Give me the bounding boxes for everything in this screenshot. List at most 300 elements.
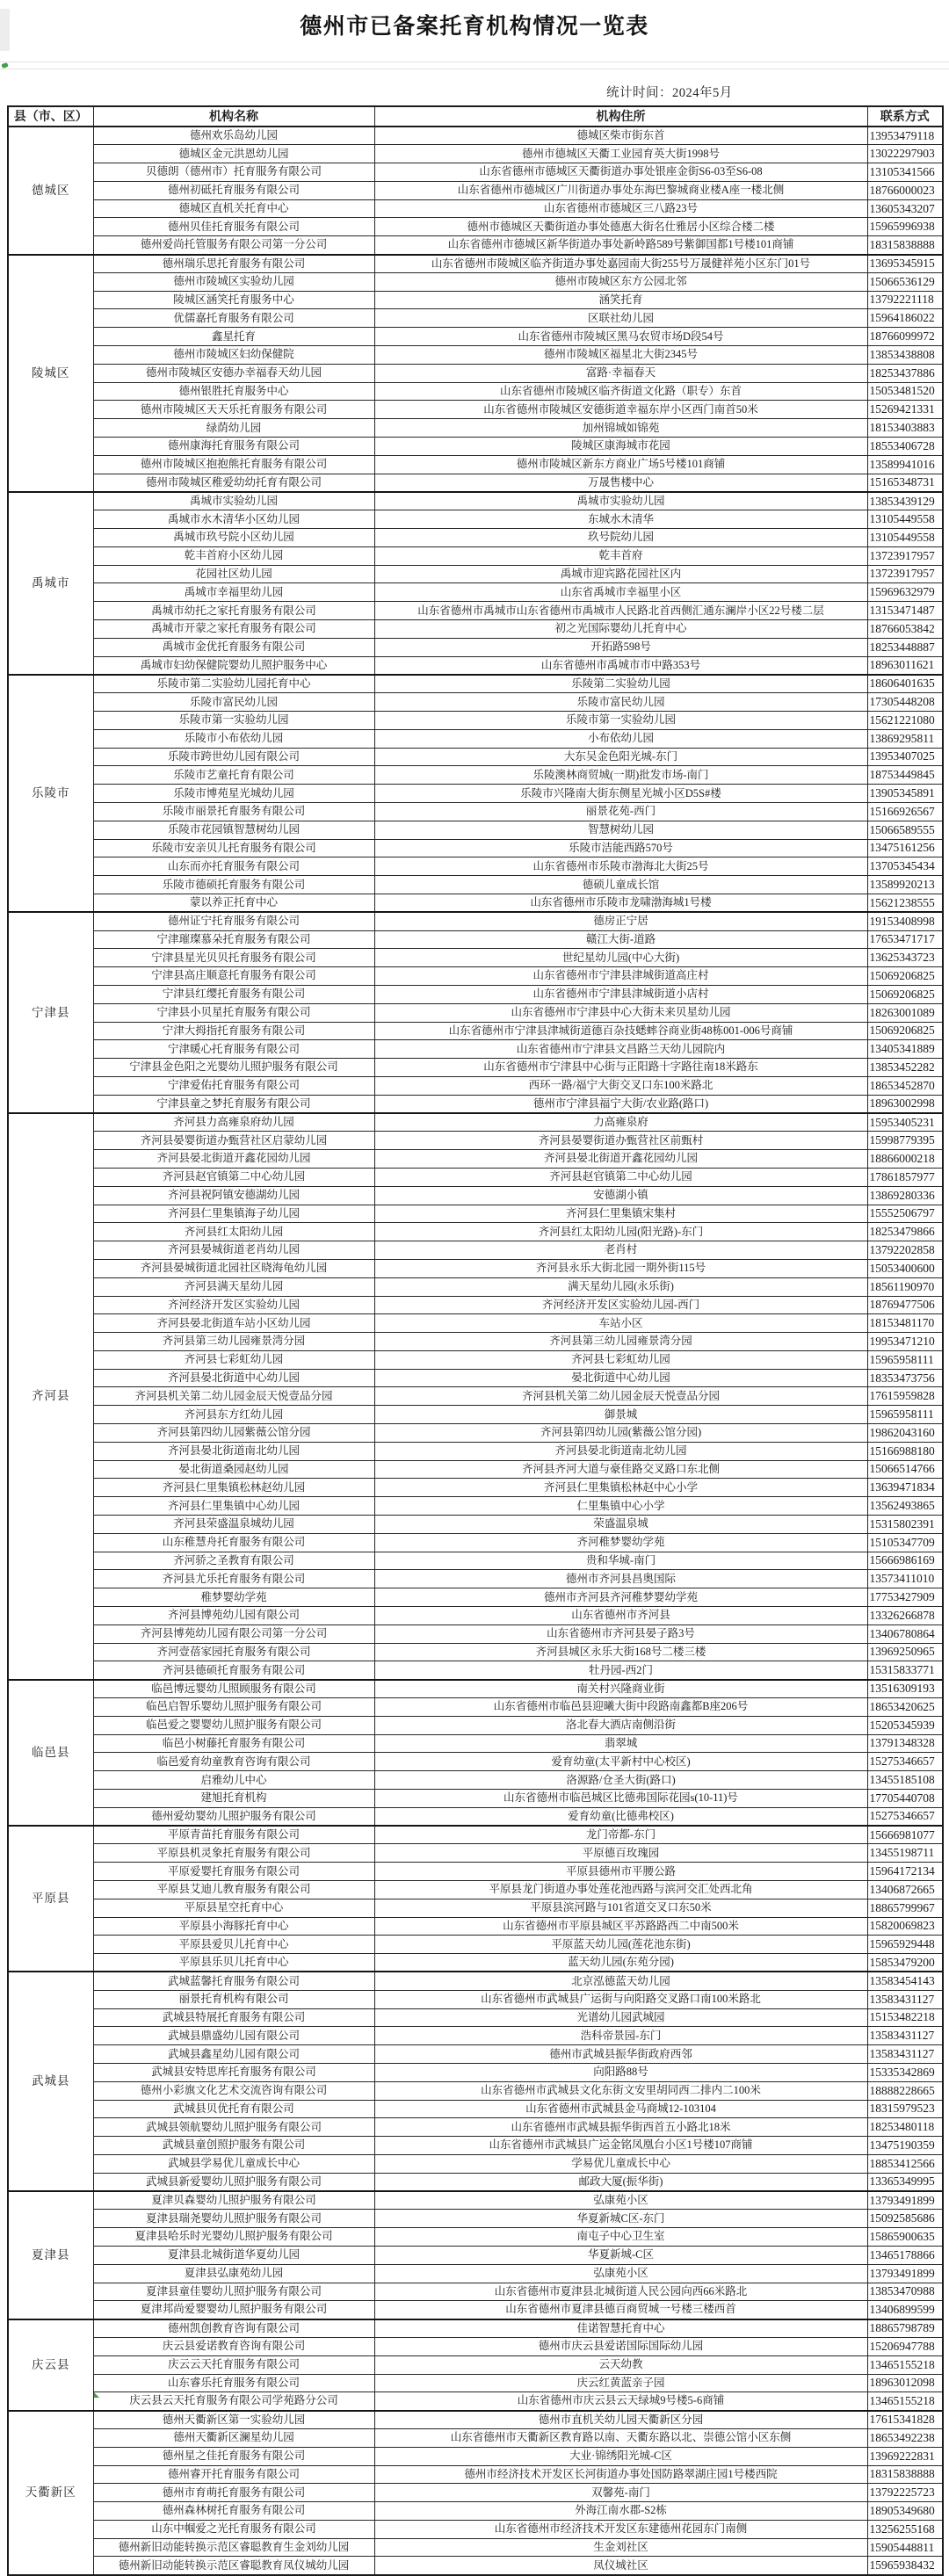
phone-cell: 15552506797: [867, 1205, 943, 1223]
org-name-cell: 宁津县金色阳之光婴幼儿照护服务有限公司: [93, 1059, 374, 1077]
phone-cell: 13465155218: [867, 2355, 943, 2374]
address-cell: 平原县滨河路与101省道交叉口东50米: [374, 1899, 867, 1917]
table-row: [8, 236, 943, 255]
org-name-cell: 夏津县童佳婴幼儿照护服务有限公司: [93, 2283, 374, 2301]
phone-cell: 19862043160: [867, 1424, 943, 1443]
org-name-cell: 德州新旧动能转换示范区睿聪教育生金刘幼儿园: [93, 2538, 374, 2557]
org-name-cell: 齐河县第三幼儿园雍景湾分园: [93, 1333, 374, 1351]
address-cell: 乐陵第二实验幼儿园: [374, 675, 867, 693]
org-name-cell: 齐河县尤乐托育服务有限公司: [93, 1570, 374, 1588]
address-cell: 德州市宁津县福宁大街/农业路(路口): [374, 1095, 867, 1113]
phone-cell: 17653471717: [867, 930, 943, 949]
phone-cell: 18963012098: [867, 2374, 943, 2392]
address-cell: 荣盛温泉城: [374, 1516, 867, 1534]
phone-cell: 13465178866: [867, 2246, 943, 2264]
org-name-cell: 武城县领航婴幼儿照护服务有限公司: [93, 2118, 374, 2137]
address-cell: 齐河县晏北街道南北幼儿园: [374, 1442, 867, 1460]
table-row: [8, 2191, 943, 2210]
org-name-cell: 优儒嘉托育服务有限公司: [93, 309, 374, 328]
phone-cell: 13723917957: [867, 565, 943, 583]
table-row: [8, 1734, 943, 1753]
table-row: [8, 1223, 943, 1241]
table-row: [8, 218, 943, 236]
address-cell: 齐河县仁里集镇松林赵中心小学: [374, 1479, 867, 1497]
table-row: [8, 546, 943, 565]
org-name-cell: 德州贝佳托育服务有限公司: [93, 218, 374, 236]
phone-cell: 15953405231: [867, 1113, 943, 1132]
phone-cell: 13589920213: [867, 876, 943, 894]
org-name-cell: 平原县爱贝儿托育中心: [93, 1936, 374, 1954]
phone-cell: 15053400600: [867, 1259, 943, 1277]
address-cell: 蓝天幼儿园(东苑分园): [374, 1954, 867, 1972]
table-row: [8, 1442, 943, 1460]
phone-cell: 18766053842: [867, 620, 943, 639]
table-row: [8, 2502, 943, 2521]
phone-cell: 18866000218: [867, 1150, 943, 1169]
address-cell: 山东省德州市齐河县: [374, 1607, 867, 1625]
org-name-cell: 山东睿乐托育服务有限公司: [93, 2374, 374, 2392]
address-cell: 外海江南水郡-S2栋: [374, 2502, 867, 2521]
phone-cell: 15666986169: [867, 1552, 943, 1570]
table-row: [8, 2173, 943, 2191]
org-name-cell: 宁津大拇指托育服务有限公司: [93, 1022, 374, 1040]
address-cell: 小布依幼儿园: [374, 729, 867, 748]
address-cell: 富路·幸福春天: [374, 364, 867, 382]
org-name-cell: 德州星之佳托育服务有限公司: [93, 2447, 374, 2465]
table-row: [8, 1022, 943, 1040]
phone-cell: 18905349680: [867, 2502, 943, 2521]
table-row: [8, 1826, 943, 1844]
org-name-cell: 禹城市开蒙之家托育服务有限公司: [93, 620, 374, 639]
table-row: [8, 656, 943, 675]
org-name-cell: 丽景托育机构有限公司: [93, 1990, 374, 2008]
address-cell: 山东省德州市经济技术开发区东建德州花园东门南侧: [374, 2520, 867, 2538]
phone-cell: 18315979523: [867, 2100, 943, 2118]
org-name-cell: 乐陵市安亲贝儿托育服务有限公司: [93, 839, 374, 857]
phone-cell: 15315833771: [867, 1661, 943, 1680]
org-name-cell: 齐河县机关第二幼儿园金辰天悦壹品分园: [93, 1387, 374, 1406]
table-row: [8, 1150, 943, 1169]
district-cell: 宁津县: [8, 912, 93, 1113]
org-name-cell: 花园社区幼儿园: [93, 565, 374, 583]
phone-cell: 18865798789: [867, 2319, 943, 2338]
table-row: [8, 1387, 943, 1406]
phone-cell: 15066514766: [867, 1460, 943, 1479]
address-cell: 山东省德州市武城县广运金铭凤凰台小区1号楼107商铺: [374, 2137, 867, 2155]
address-cell: 世纪星幼儿园(中心大街): [374, 949, 867, 967]
org-name-cell: 德州新旧动能转换示范区睿聪教育凤仪城幼儿园: [93, 2557, 374, 2575]
address-cell: 佳诺智慧托育中心: [374, 2319, 867, 2338]
org-name-cell: 乐陵市富民幼儿园: [93, 693, 374, 712]
table-row: [8, 419, 943, 438]
address-cell: 齐河县晏婴街道办甄营社区前甄村: [374, 1132, 867, 1150]
table-row: [8, 2392, 943, 2411]
phone-cell: 18263001089: [867, 1003, 943, 1022]
address-cell: 德城区柴市街东首: [374, 127, 867, 145]
org-name-cell: 德州市陵城区天天乐托育服务有限公司: [93, 401, 374, 419]
phone-cell: 18553406728: [867, 438, 943, 456]
table-row: [8, 1753, 943, 1771]
district-cell: 夏津县: [8, 2191, 93, 2319]
phone-cell: 18606401635: [867, 675, 943, 693]
address-cell: 邮政大厦(振华街): [374, 2173, 867, 2191]
address-cell: 华夏新城-C区: [374, 2246, 867, 2264]
address-cell: 开拓路598号: [374, 638, 867, 656]
address-cell: 山东省德州市武城县广运街与向阳路交叉路口南100米路北: [374, 1990, 867, 2008]
phone-cell: 18653420625: [867, 1698, 943, 1717]
org-name-cell: 德州欢乐岛幼儿园: [93, 127, 374, 145]
phone-cell: 15069206825: [867, 985, 943, 1003]
address-cell: 陵城区康海城市花园: [374, 438, 867, 456]
org-name-cell: 德城区金元洪恩幼儿园: [93, 145, 374, 163]
org-name-cell: 齐河县晏城街道北园社区晓海龟幼儿园: [93, 1259, 374, 1277]
org-name-cell: 德州睿开托育服务有限公司: [93, 2465, 374, 2484]
table-row: [8, 729, 943, 748]
org-name-cell: 齐河县祝阿镇安德湖幼儿园: [93, 1186, 374, 1205]
phone-cell: 13105341566: [867, 163, 943, 182]
org-name-cell: 德州市育萌托育服务有限公司: [93, 2484, 374, 2502]
phone-cell: 15853479200: [867, 1954, 943, 1972]
phone-cell: 13589941016: [867, 455, 943, 474]
address-cell: 西环一路/福宁大街交叉口东100米路北: [374, 1076, 867, 1095]
org-name-cell: 蒙以养正托育中心: [93, 894, 374, 912]
table-row: [8, 985, 943, 1003]
phone-cell: 13792202858: [867, 1241, 943, 1260]
org-name-cell: 武城县学易优儿童成长中心: [93, 2154, 374, 2173]
phone-cell: 18753449845: [867, 766, 943, 785]
address-cell: 齐河县机关第二幼儿园金辰天悦壹品分园: [374, 1387, 867, 1406]
address-cell: 齐河县城区永乐大街168号二楼三楼: [374, 1643, 867, 1661]
phone-cell: 15205345939: [867, 1716, 943, 1734]
phone-cell: 15965938432: [867, 2557, 943, 2575]
table-row: [8, 1771, 943, 1790]
org-name-cell: 贝德朗（德州市）托育服务有限公司: [93, 163, 374, 182]
phone-cell: 18963002998: [867, 1095, 943, 1113]
table-row: [8, 1424, 943, 1443]
table-row: [8, 1497, 943, 1516]
table-row: [8, 438, 943, 456]
org-name-cell: 武城县鼎盛幼儿园有限公司: [93, 2027, 374, 2045]
table-row: [8, 2027, 943, 2045]
col-header-address: 机构住所: [374, 106, 867, 127]
address-cell: 御景城: [374, 1406, 867, 1424]
col-header-phone: 联系方式: [867, 106, 943, 127]
phone-cell: 13573411010: [867, 1570, 943, 1588]
table-row: [8, 930, 943, 949]
phone-cell: 13153471487: [867, 602, 943, 620]
phone-cell: 15166988180: [867, 1442, 943, 1460]
table-row: [8, 949, 943, 967]
table-row: [8, 1790, 943, 1808]
org-name-cell: 平原县艾迪儿教育服务有限公司: [93, 1881, 374, 1899]
org-name-cell: 乐陵市德硕托育服务有限公司: [93, 876, 374, 894]
org-name-cell: 宁津县星光贝贝托育服务有限公司: [93, 949, 374, 967]
org-name-cell: 平原县小海豚托育中心: [93, 1917, 374, 1936]
table-row: [8, 309, 943, 328]
table-row: [8, 967, 943, 986]
phone-cell: 13791348328: [867, 1734, 943, 1753]
table-row: [8, 857, 943, 876]
org-name-cell: 齐河县东方红幼儿园: [93, 1406, 374, 1424]
phone-cell: 13365349995: [867, 2173, 943, 2191]
address-cell: 山东省德州市庆云县云天绿城9号楼5-6商铺: [374, 2392, 867, 2411]
district-cell: 天衢新区: [8, 2411, 93, 2575]
org-name-cell: 齐河县红太阳幼儿园: [93, 1223, 374, 1241]
phone-cell: 13562493865: [867, 1497, 943, 1516]
address-cell: 德房正宁居: [374, 912, 867, 930]
phone-cell: 15069206825: [867, 1022, 943, 1040]
org-name-cell: 临邑启智乐婴幼儿照护服务有限公司: [93, 1698, 374, 1717]
table-row: [8, 2264, 943, 2283]
org-name-cell: 山东中帼爱之光托育服务有限公司: [93, 2520, 374, 2538]
table-row: [8, 1881, 943, 1899]
address-cell: 山东省德州市宁津县津城街道小店村: [374, 985, 867, 1003]
address-cell: 车站小区: [374, 1314, 867, 1333]
phone-cell: 13583454143: [867, 1972, 943, 1990]
address-cell: 智慧树幼儿园: [374, 821, 867, 839]
org-name-cell: 庆云云天托育服务有限公司: [93, 2355, 374, 2374]
phone-cell: 15965929448: [867, 1936, 943, 1954]
phone-cell: 13022297903: [867, 145, 943, 163]
address-cell: 山东省德州市禹城市市中路353号: [374, 656, 867, 675]
org-name-cell: 夏津县哈乐时光婴幼儿照护服务有限公司: [93, 2228, 374, 2247]
org-name-cell: 德州凯创教育咨询有限公司: [93, 2319, 374, 2338]
address-cell: 乐陵市第一实验幼儿园: [374, 712, 867, 730]
table-row: [8, 1040, 943, 1059]
address-cell: 加州锦城如锦苑: [374, 419, 867, 438]
org-name-cell: 平原爱婴托育服务有限公司: [93, 1863, 374, 1881]
address-cell: 大业·锦绣阳光城-C区: [374, 2447, 867, 2465]
org-name-cell: 建旭托育机构: [93, 1790, 374, 1808]
address-cell: 乐陵澳林商贸城(一期)批发市场-南门: [374, 766, 867, 785]
table-row: [8, 583, 943, 602]
address-cell: 齐河县七彩虹幼儿园: [374, 1350, 867, 1369]
address-cell: 齐河县第四幼儿园(紫薇公馆分园): [374, 1424, 867, 1443]
address-cell: 学易优儿童成长中心: [374, 2154, 867, 2173]
address-cell: 北京泓德蓝天幼儿园: [374, 1972, 867, 1990]
phone-cell: 13406780864: [867, 1624, 943, 1643]
table-row: [8, 2246, 943, 2264]
table-row: [8, 2100, 943, 2118]
address-cell: 平原德百玫瑰园: [374, 1844, 867, 1863]
table-row: [8, 1350, 943, 1369]
org-name-cell: 启雅幼儿中心: [93, 1771, 374, 1790]
phone-cell: 13406899599: [867, 2301, 943, 2319]
address-cell: 云天幼教: [374, 2355, 867, 2374]
table-row: [8, 163, 943, 182]
org-name-cell: 德州市陵城区稚爱幼幼托育有限公司: [93, 474, 374, 492]
org-name-cell: 武城县鑫星幼儿园有限公司: [93, 2045, 374, 2064]
org-name-cell: 德州初砥托育服务有限公司: [93, 181, 374, 199]
phone-cell: 18315838888: [867, 2465, 943, 2484]
table-row: [8, 2008, 943, 2027]
phone-cell: 15315802391: [867, 1516, 943, 1534]
address-cell: 山东省德州市宁津县中心大街未来贝星幼儿园: [374, 1003, 867, 1022]
table-row: [8, 1259, 943, 1277]
address-cell: 齐河县晏北街道开鑫花园幼儿园: [374, 1150, 867, 1169]
address-cell: 山东省德州市宁津县中心街与正阳路十字路往南18米路东: [374, 1059, 867, 1077]
table-row: [8, 638, 943, 656]
address-cell: 满天星幼儿园(永乐街): [374, 1277, 867, 1296]
address-cell: 南关村兴隆商业街: [374, 1680, 867, 1698]
phone-cell: 18153481170: [867, 1314, 943, 1333]
district-cell: 临邑县: [8, 1680, 93, 1826]
address-cell: 齐河县永乐大街北园一期外街115号: [374, 1259, 867, 1277]
table-row: [8, 346, 943, 365]
phone-cell: 13869295811: [867, 729, 943, 748]
phone-cell: 13723917957: [867, 546, 943, 565]
address-cell: 德州市陵城区福星北大街2345号: [374, 346, 867, 365]
org-name-cell: 武城县贝优托育有限公司: [93, 2100, 374, 2118]
phone-cell: 18865799967: [867, 1899, 943, 1917]
address-cell: 乾丰首府: [374, 546, 867, 565]
address-cell: 平原县德州市平腰公路: [374, 1863, 867, 1881]
table-row: [8, 2301, 943, 2319]
address-cell: 安德湖小镇: [374, 1186, 867, 1205]
phone-cell: 17615341828: [867, 2411, 943, 2429]
address-cell: 洛北春大酒店南侧沿街: [374, 1716, 867, 1734]
address-cell: 大东吴金色阳光城-东门: [374, 748, 867, 766]
table-row: [8, 181, 943, 199]
org-name-cell: 乐陵市第一实验幼儿园: [93, 712, 374, 730]
address-cell: 山东省德州市宁津县文昌路兰天幼儿园院内: [374, 1040, 867, 1059]
table-row: [8, 1296, 943, 1314]
address-cell: 德州市经济技术开发区长河街道办事处国防路翠湖庄园1号楼西院: [374, 2465, 867, 2484]
phone-cell: 15964186022: [867, 309, 943, 328]
org-name-cell: 平原县乐贝儿托育中心: [93, 1954, 374, 1972]
org-name-cell: 乐陵市小布依幼儿园: [93, 729, 374, 748]
org-name-cell: 禹城市妇幼保健院婴幼儿照护服务中心: [93, 656, 374, 675]
org-name-cell: 德州小彩旗文化艺术交流咨询有限公司: [93, 2081, 374, 2100]
address-cell: 仁里集镇中心小学: [374, 1497, 867, 1516]
address-cell: 山东省德州市平原县城区平苏路路西二中南500米: [374, 1917, 867, 1936]
org-name-cell: 乐陵市花园镇智慧树幼儿园: [93, 821, 374, 839]
phone-cell: 17615959828: [867, 1387, 943, 1406]
phone-cell: 13256255168: [867, 2520, 943, 2538]
phone-cell: 13792225723: [867, 2484, 943, 2502]
table-row: [8, 291, 943, 309]
org-name-cell: 齐河县荣盛温泉城幼儿园: [93, 1516, 374, 1534]
table-row: [8, 364, 943, 382]
phone-cell: 17861857977: [867, 1168, 943, 1186]
address-cell: 德州市齐河县昌奥国际: [374, 1570, 867, 1588]
org-name-cell: 齐河县晏婴街道办甄营社区启蒙幼儿园: [93, 1132, 374, 1150]
address-cell: 山东省德州市陵城区安德街道幸福东岸小区西门南首50米: [374, 401, 867, 419]
org-name-cell: 德州瑞乐思托育服务有限公司: [93, 255, 374, 273]
org-name-cell: 乐陵市丽景托育服务有限公司: [93, 802, 374, 821]
address-cell: 光谱幼儿园武城园: [374, 2008, 867, 2027]
table-row: [8, 712, 943, 730]
address-cell: 乐陵市兴隆南大街东侧星光城小区D5S#楼: [374, 785, 867, 803]
phone-cell: 15269421331: [867, 401, 943, 419]
table-row: [8, 1406, 943, 1424]
table-row: [8, 272, 943, 291]
table-row: [8, 2210, 943, 2228]
table-row: [8, 1716, 943, 1734]
phone-cell: 15153482218: [867, 2008, 943, 2027]
phone-cell: 18253437886: [867, 364, 943, 382]
phone-cell: 15165348731: [867, 474, 943, 492]
address-cell: 乐陵市富民幼儿园: [374, 693, 867, 712]
phone-cell: 13639471834: [867, 1479, 943, 1497]
phone-cell: 15965958111: [867, 1350, 943, 1369]
org-name-cell: 武城县安特思库托育服务有限公司: [93, 2063, 374, 2081]
org-name-cell: 齐河壹蓓家园托育服务有限公司: [93, 1643, 374, 1661]
org-name-cell: 德州森林树托育服务有限公司: [93, 2502, 374, 2521]
table-row: [8, 1205, 943, 1223]
phone-cell: 15820069823: [867, 1917, 943, 1936]
org-name-cell: 庆云县爱诺教育咨询有限公司: [93, 2337, 374, 2355]
phone-cell: 15666981077: [867, 1826, 943, 1844]
table-row: [8, 1807, 943, 1826]
table-row: [8, 802, 943, 821]
phone-cell: 13605343207: [867, 199, 943, 218]
district-cell: 乐陵市: [8, 675, 93, 912]
phone-cell: 15865900635: [867, 2228, 943, 2247]
org-name-cell: 齐河县晏城街道老肖幼儿园: [93, 1241, 374, 1260]
org-name-cell: 齐河县七彩虹幼儿园: [93, 1350, 374, 1369]
phone-cell: 13583431127: [867, 2045, 943, 2064]
phone-cell: 18253448887: [867, 638, 943, 656]
org-name-cell: 夏津县瑞尧婴幼儿照护服务有限公司: [93, 2210, 374, 2228]
address-cell: 万晟售楼中心: [374, 474, 867, 492]
address-cell: 山东省德州市武城县振华街西首五小路北18米: [374, 2118, 867, 2137]
phone-cell: 18766000023: [867, 181, 943, 199]
org-name-cell: 临邑博远婴幼儿照顾服务有限公司: [93, 1680, 374, 1698]
org-name-cell: 绿荫幼儿园: [93, 419, 374, 438]
org-name-cell: 禹城市幼托之家托育服务有限公司: [93, 602, 374, 620]
phone-cell: 15621221080: [867, 712, 943, 730]
institutions-table: [7, 105, 944, 2576]
phone-cell: 13853470988: [867, 2283, 943, 2301]
phone-cell: 13475161256: [867, 839, 943, 857]
org-name-cell: 德州市陵城区实验幼儿园: [93, 272, 374, 291]
table-row: [8, 2465, 943, 2484]
phone-cell: 15206947788: [867, 2337, 943, 2355]
page-title: 德州市已备案托育机构情况一览表: [300, 14, 649, 39]
address-cell: 区联社幼儿园: [374, 309, 867, 328]
table-row: [8, 1552, 943, 1570]
address-cell: 山东省德州市临邑县迎曦大街中段路南鑫都B座206号: [374, 1698, 867, 1717]
address-cell: 爱育幼童(比德弗校区): [374, 1807, 867, 1826]
org-name-cell: 齐河县晏北街道车站小区幼儿园: [93, 1314, 374, 1333]
org-name-cell: 宁津县小贝星托育服务有限公司: [93, 1003, 374, 1022]
org-name-cell: 宁津璀璨慕朵托育服务有限公司: [93, 930, 374, 949]
header-row: [8, 106, 943, 127]
phone-cell: 17753427909: [867, 1588, 943, 1607]
org-name-cell: 齐河县晏北街道中心幼儿园: [93, 1369, 374, 1387]
address-cell: 平原蓝天幼儿园(莲花池东街): [374, 1936, 867, 1954]
phone-cell: 18653492238: [867, 2428, 943, 2447]
table-row: [8, 894, 943, 912]
phone-cell: 18766099972: [867, 328, 943, 346]
table-row: [8, 1241, 943, 1260]
phone-cell: 13969250965: [867, 1643, 943, 1661]
address-cell: 禹城市迎宾路花园社区内: [374, 565, 867, 583]
table-row: [8, 602, 943, 620]
table-row: [8, 1570, 943, 1588]
address-cell: 龙门帝都-东门: [374, 1826, 867, 1844]
table-row: [8, 1516, 943, 1534]
org-name-cell: 晏北街道桑园赵幼儿园: [93, 1460, 374, 1479]
table-row: [8, 2355, 943, 2374]
table-row: [8, 693, 943, 712]
phone-cell: 13869280336: [867, 1186, 943, 1205]
address-cell: 德硕儿童成长馆: [374, 876, 867, 894]
org-name-cell: 宁津县红缨托育服务有限公司: [93, 985, 374, 1003]
phone-cell: 13625343723: [867, 949, 943, 967]
address-cell: 德州市陵城区东方公园北邻: [374, 272, 867, 291]
